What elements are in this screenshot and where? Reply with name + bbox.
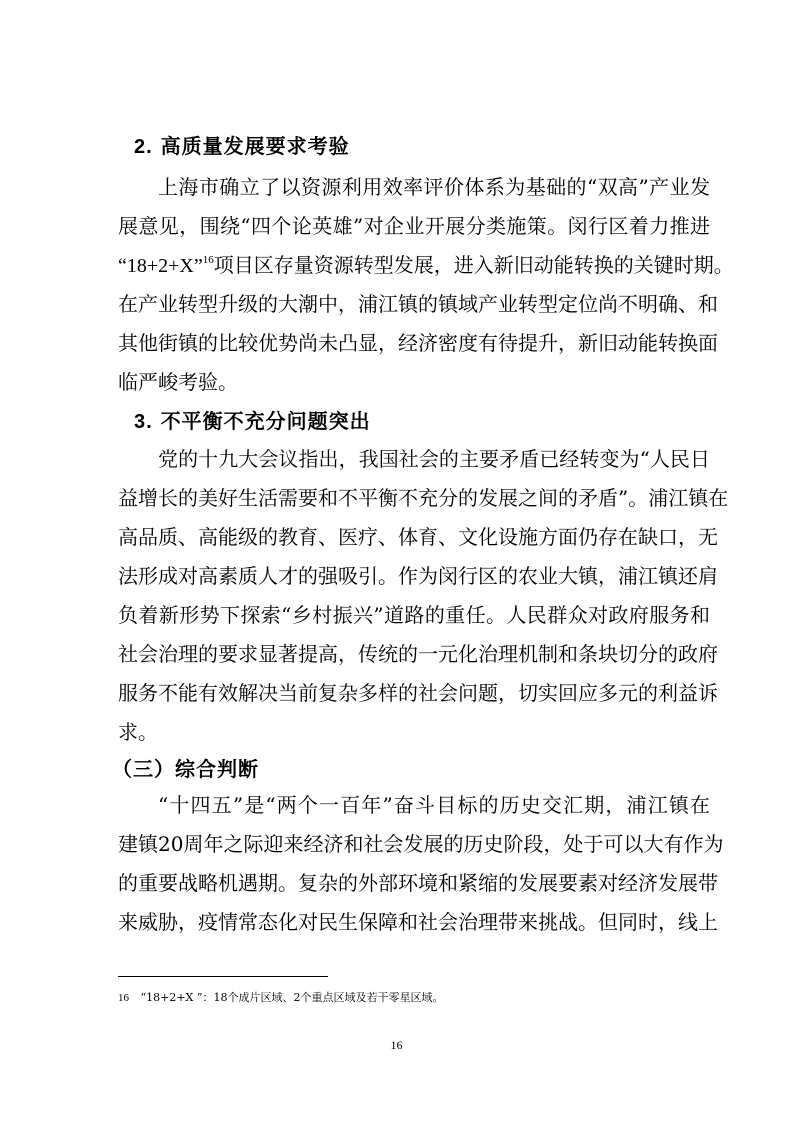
footnote	[118, 989, 444, 1005]
text-line: 建镇20周年之际迎来经济和社会发展的历史阶段，处于可以大有作为	[118, 832, 724, 856]
footnote-number: 16	[118, 992, 129, 1004]
text-line: 来威胁，疫情常态化对民生保障和社会治理带来挑战。但同时，线上	[118, 910, 718, 934]
text-line: 其他街镇的比较优势尚未凸显，经济密度有待提升，新旧动能转换面	[118, 331, 718, 355]
line-text: 项目区存量资源转型发展，进入新旧动能转换的关键时期。	[213, 253, 734, 277]
text-line: 高品质、高能级的教育、医疗、体育、文化设施方面仍存在缺口，无	[118, 525, 718, 549]
text-line-with-footnote-ref	[118, 246, 734, 285]
text-line: 上海市确立了以资源利用效率评价体系为基础的“双高”产业发	[158, 175, 710, 199]
footnote-text: “18+2+X ”：18个成片区域、2个重点区域及若干零星区域。	[140, 991, 444, 1004]
section-title: 高质量发展要求考验	[160, 134, 350, 158]
section-heading-2	[134, 130, 350, 159]
section-2-body	[118, 168, 734, 402]
section-heading-san	[112, 753, 259, 782]
section-number: 3.	[134, 411, 153, 433]
section-heading-3	[134, 405, 371, 434]
text-line: “十四五”是“两个一百年”奋斗目标的历史交汇期，浦江镇在	[158, 793, 710, 817]
section-title: 不平衡不充分问题突出	[160, 409, 371, 433]
text-line: 展意见，围绕“四个论英雄”对企业开展分类施策。闵行区着力推进	[118, 214, 710, 238]
text-line: 的重要战略机遇期。复杂的外部环境和紧缩的发展要素对经济发展带	[118, 871, 718, 895]
text-line: 法形成对高素质人才的强吸引。作为闵行区的农业大镇，浦江镇还肩	[118, 564, 718, 588]
project-code: “18+2+X”	[118, 255, 203, 277]
text-line: 服务不能有效解决当前复杂多样的社会问题，切实回应多元的利益诉	[118, 681, 718, 705]
section-title: （三）综合判断	[112, 757, 259, 781]
text-line: 负着新形势下探索“乡村振兴”道路的重任。人民群众对政府服务和	[118, 603, 710, 627]
text-line: 党的十九大会议指出，我国社会的主要矛盾已经转变为“人民日	[158, 447, 710, 471]
section-3-body	[118, 440, 729, 752]
text-line: 求。	[118, 720, 158, 744]
text-line: 社会治理的要求显著提高，传统的一元化治理机制和条块切分的政府	[118, 642, 718, 666]
section-number: 2.	[134, 136, 153, 158]
section-san-body	[118, 786, 724, 942]
footnote-reference[interactable]: 16	[202, 254, 214, 266]
page-number: 16	[390, 1038, 403, 1052]
text-line: 临严峻考验。	[118, 370, 238, 394]
text-line: 在产业转型升级的大潮中，浦江镇的镇域产业转型定位尚不明确、和	[118, 292, 718, 316]
text-line: 益增长的美好生活需要和不平衡不充分的发展之间的矛盾”。浦江镇在	[118, 486, 729, 510]
footnote-divider	[118, 976, 328, 977]
